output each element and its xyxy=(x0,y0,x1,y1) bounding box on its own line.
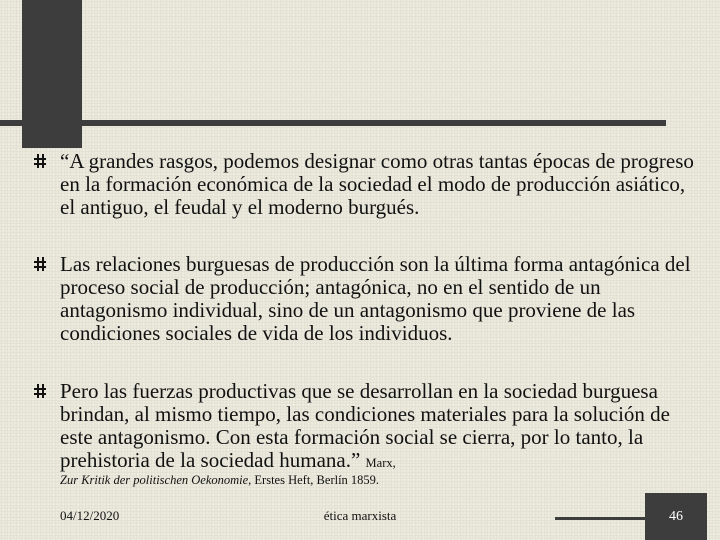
bullet-2-text: Las relaciones burguesas de producción son la última forma antagónica del proceso social de producción; antagónica, no en el sentido de un antagonismo individual, sino de un antagonismo que proviene de las condiciones sociales de vida de los individuos. xyxy=(60,252,691,345)
bullet-3-text: Pero las fuerzas productivas que se desarrollan en la sociedad burguesa brindan, al mismo tiempo, las condiciones materiales para la solución de este antagonismo. Con esta formación social se cierra, por lo tanto, la prehistoria de la sociedad humana.” xyxy=(60,379,670,472)
bullet-3 xyxy=(34,380,694,475)
bullet-hash-icon xyxy=(34,384,46,398)
footer-date: 04/12/2020 xyxy=(60,508,120,523)
bullet-hash-icon xyxy=(34,257,46,271)
footer-title: ética marxista xyxy=(323,508,397,523)
citation-work: Zur Kritik der politischen Oekonomie xyxy=(60,473,249,487)
citation-details: , Erstes Heft, Berlín 1859. xyxy=(248,473,380,487)
bullet-1 xyxy=(34,150,694,242)
footer-divider xyxy=(555,517,645,520)
page-number: 46 xyxy=(645,493,707,540)
decorative-horizontal-bar xyxy=(0,120,666,126)
bullet-hash-icon xyxy=(34,154,46,168)
citation xyxy=(60,472,379,488)
bullet-2 xyxy=(34,253,694,368)
bullet-1-text: “A grandes rasgos, podemos designar como otras tantas épocas de progreso en la formación económica de la sociedad el modo de producción asiático, el antiguo, el feudal y el moderno burgués. xyxy=(60,149,694,219)
quote-source: Marx, xyxy=(365,456,396,470)
slide-body xyxy=(34,150,694,475)
